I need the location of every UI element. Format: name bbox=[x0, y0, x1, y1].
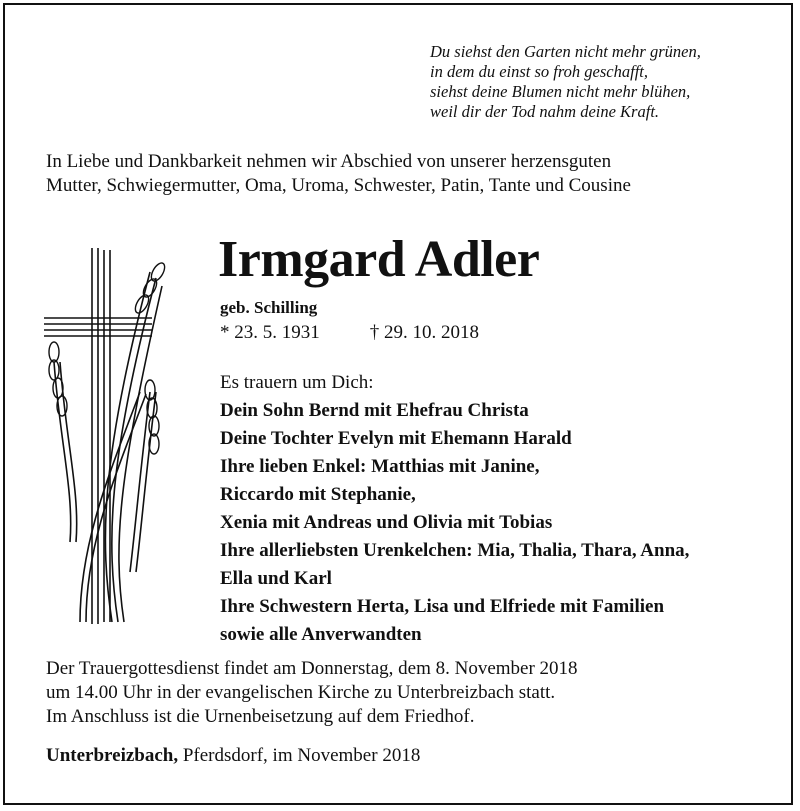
mourners-lead: Es trauern um Dich: bbox=[220, 372, 374, 393]
mourner-line: sowie alle Anverwandten bbox=[220, 624, 422, 645]
cross-with-wheat-icon bbox=[40, 242, 170, 632]
death-date: † 29. 10. 2018 bbox=[369, 322, 479, 343]
life-dates bbox=[220, 322, 479, 344]
service-line: um 14.00 Uhr in der evangelischen Kirche zu Unterbreizbach statt. bbox=[46, 682, 556, 703]
mourner-line: Ihre Schwestern Herta, Lisa und Elfriede mit Familien bbox=[220, 596, 665, 617]
mourner-line: Riccardo mit Stephanie, bbox=[220, 484, 416, 505]
place-and-date bbox=[46, 745, 420, 767]
maiden-name: geb. Schilling bbox=[220, 298, 318, 317]
place-rest: Pferdsdorf, im November 2018 bbox=[178, 745, 421, 766]
mourner-line: Dein Sohn Bernd mit Ehefrau Christa bbox=[220, 400, 529, 421]
poem-line: Du siehst den Garten nicht mehr grünen, bbox=[430, 42, 701, 61]
mourner-line: Xenia mit Andreas und Olivia mit Tobias bbox=[220, 512, 553, 533]
service-line: Der Trauergottesdienst findet am Donnerstag, dem 8. November 2018 bbox=[46, 658, 578, 679]
poem bbox=[430, 42, 701, 122]
deceased-name: Irmgard Adler bbox=[218, 231, 540, 288]
mourner-line: Ihre allerliebsten Urenkelchen: Mia, Thalia, Thara, Anna, bbox=[220, 540, 690, 561]
mourner-line: Ihre lieben Enkel: Matthias mit Janine, bbox=[220, 456, 540, 477]
intro-line: In Liebe und Dankbarkeit nehmen wir Abschied von unserer herzensguten bbox=[46, 151, 612, 172]
mourner-line: Ella und Karl bbox=[220, 568, 332, 589]
intro-line: Mutter, Schwiegermutter, Oma, Uroma, Schwester, Patin, Tante und Cousine bbox=[46, 175, 631, 196]
poem-line: in dem du einst so froh geschafft, bbox=[430, 62, 648, 81]
service-info bbox=[46, 657, 578, 729]
service-line: Im Anschluss ist die Urnenbeisetzung auf dem Friedhof. bbox=[46, 706, 475, 727]
mourner-line: Deine Tochter Evelyn mit Ehemann Harald bbox=[220, 428, 572, 449]
poem-line: siehst deine Blumen nicht mehr blühen, bbox=[430, 82, 691, 101]
place-town: Unterbreizbach, bbox=[46, 745, 179, 766]
poem-line: weil dir der Tod nahm deine Kraft. bbox=[430, 102, 660, 121]
mourners-list bbox=[220, 369, 689, 649]
intro-text bbox=[46, 150, 631, 198]
birth-date: * 23. 5. 1931 bbox=[220, 322, 320, 343]
